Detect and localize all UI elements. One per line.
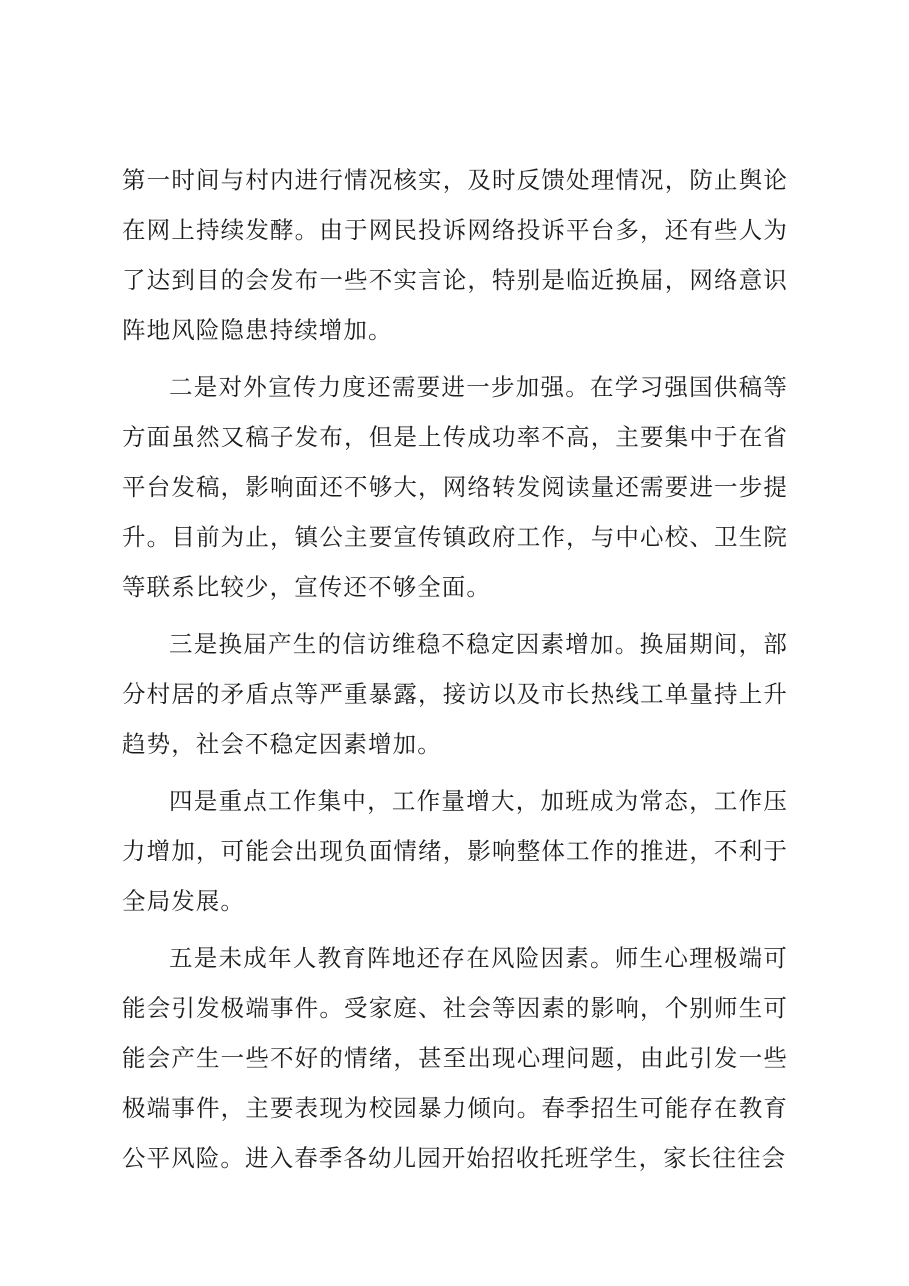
paragraph-point-three: 三是换届产生的信访维稳不稳定因素增加。换届期间，部分村居的矛盾点等严重暴露，接访以及市长热线工单量持上升趋势，社会不稳定因素增加。: [122, 630, 788, 758]
document-body: [122, 155, 788, 1190]
paragraph-point-five: 五是未成年人教育阵地还存在风险因素。师生心理极端可能会引发极端事件。受家庭、社会等因素的影响，个别师生可能会产生一些不好的情绪，甚至出现心理问题，由此引发一些极端事件，主要表现为校园暴力倾向。春季招生可能存在教育公平风险。进入春季各幼儿园开始招收托班学生，家长往往会: [122, 944, 788, 1172]
paragraph-continuation: 第一时间与村内进行情况核实，及时反馈处理情况，防止舆论在网上持续发酵。由于网民投诉网络投诉平台多，还有些人为了达到目的会发布一些不实言论，特别是临近换届，网络意识阵地风险隐患持续增加。: [122, 166, 788, 344]
paragraph-point-four: 四是重点工作集中，工作量增大，加班成为常态，工作压力增加，可能会出现负面情绪，影响整体工作的推进，不利于全局发展。: [122, 787, 788, 915]
paragraph-point-two: 二是对外宣传力度还需要进一步加强。在学习强国供稿等方面虽然又稿子发布，但是上传成功率不高，主要集中于在省平台发稿，影响面还不够大，网络转发阅读量还需要进一步提升。目前为止，镇公主要宣传镇政府工作，与中心校、卫生院等联系比较少，宣传还不够全面。: [122, 373, 788, 601]
